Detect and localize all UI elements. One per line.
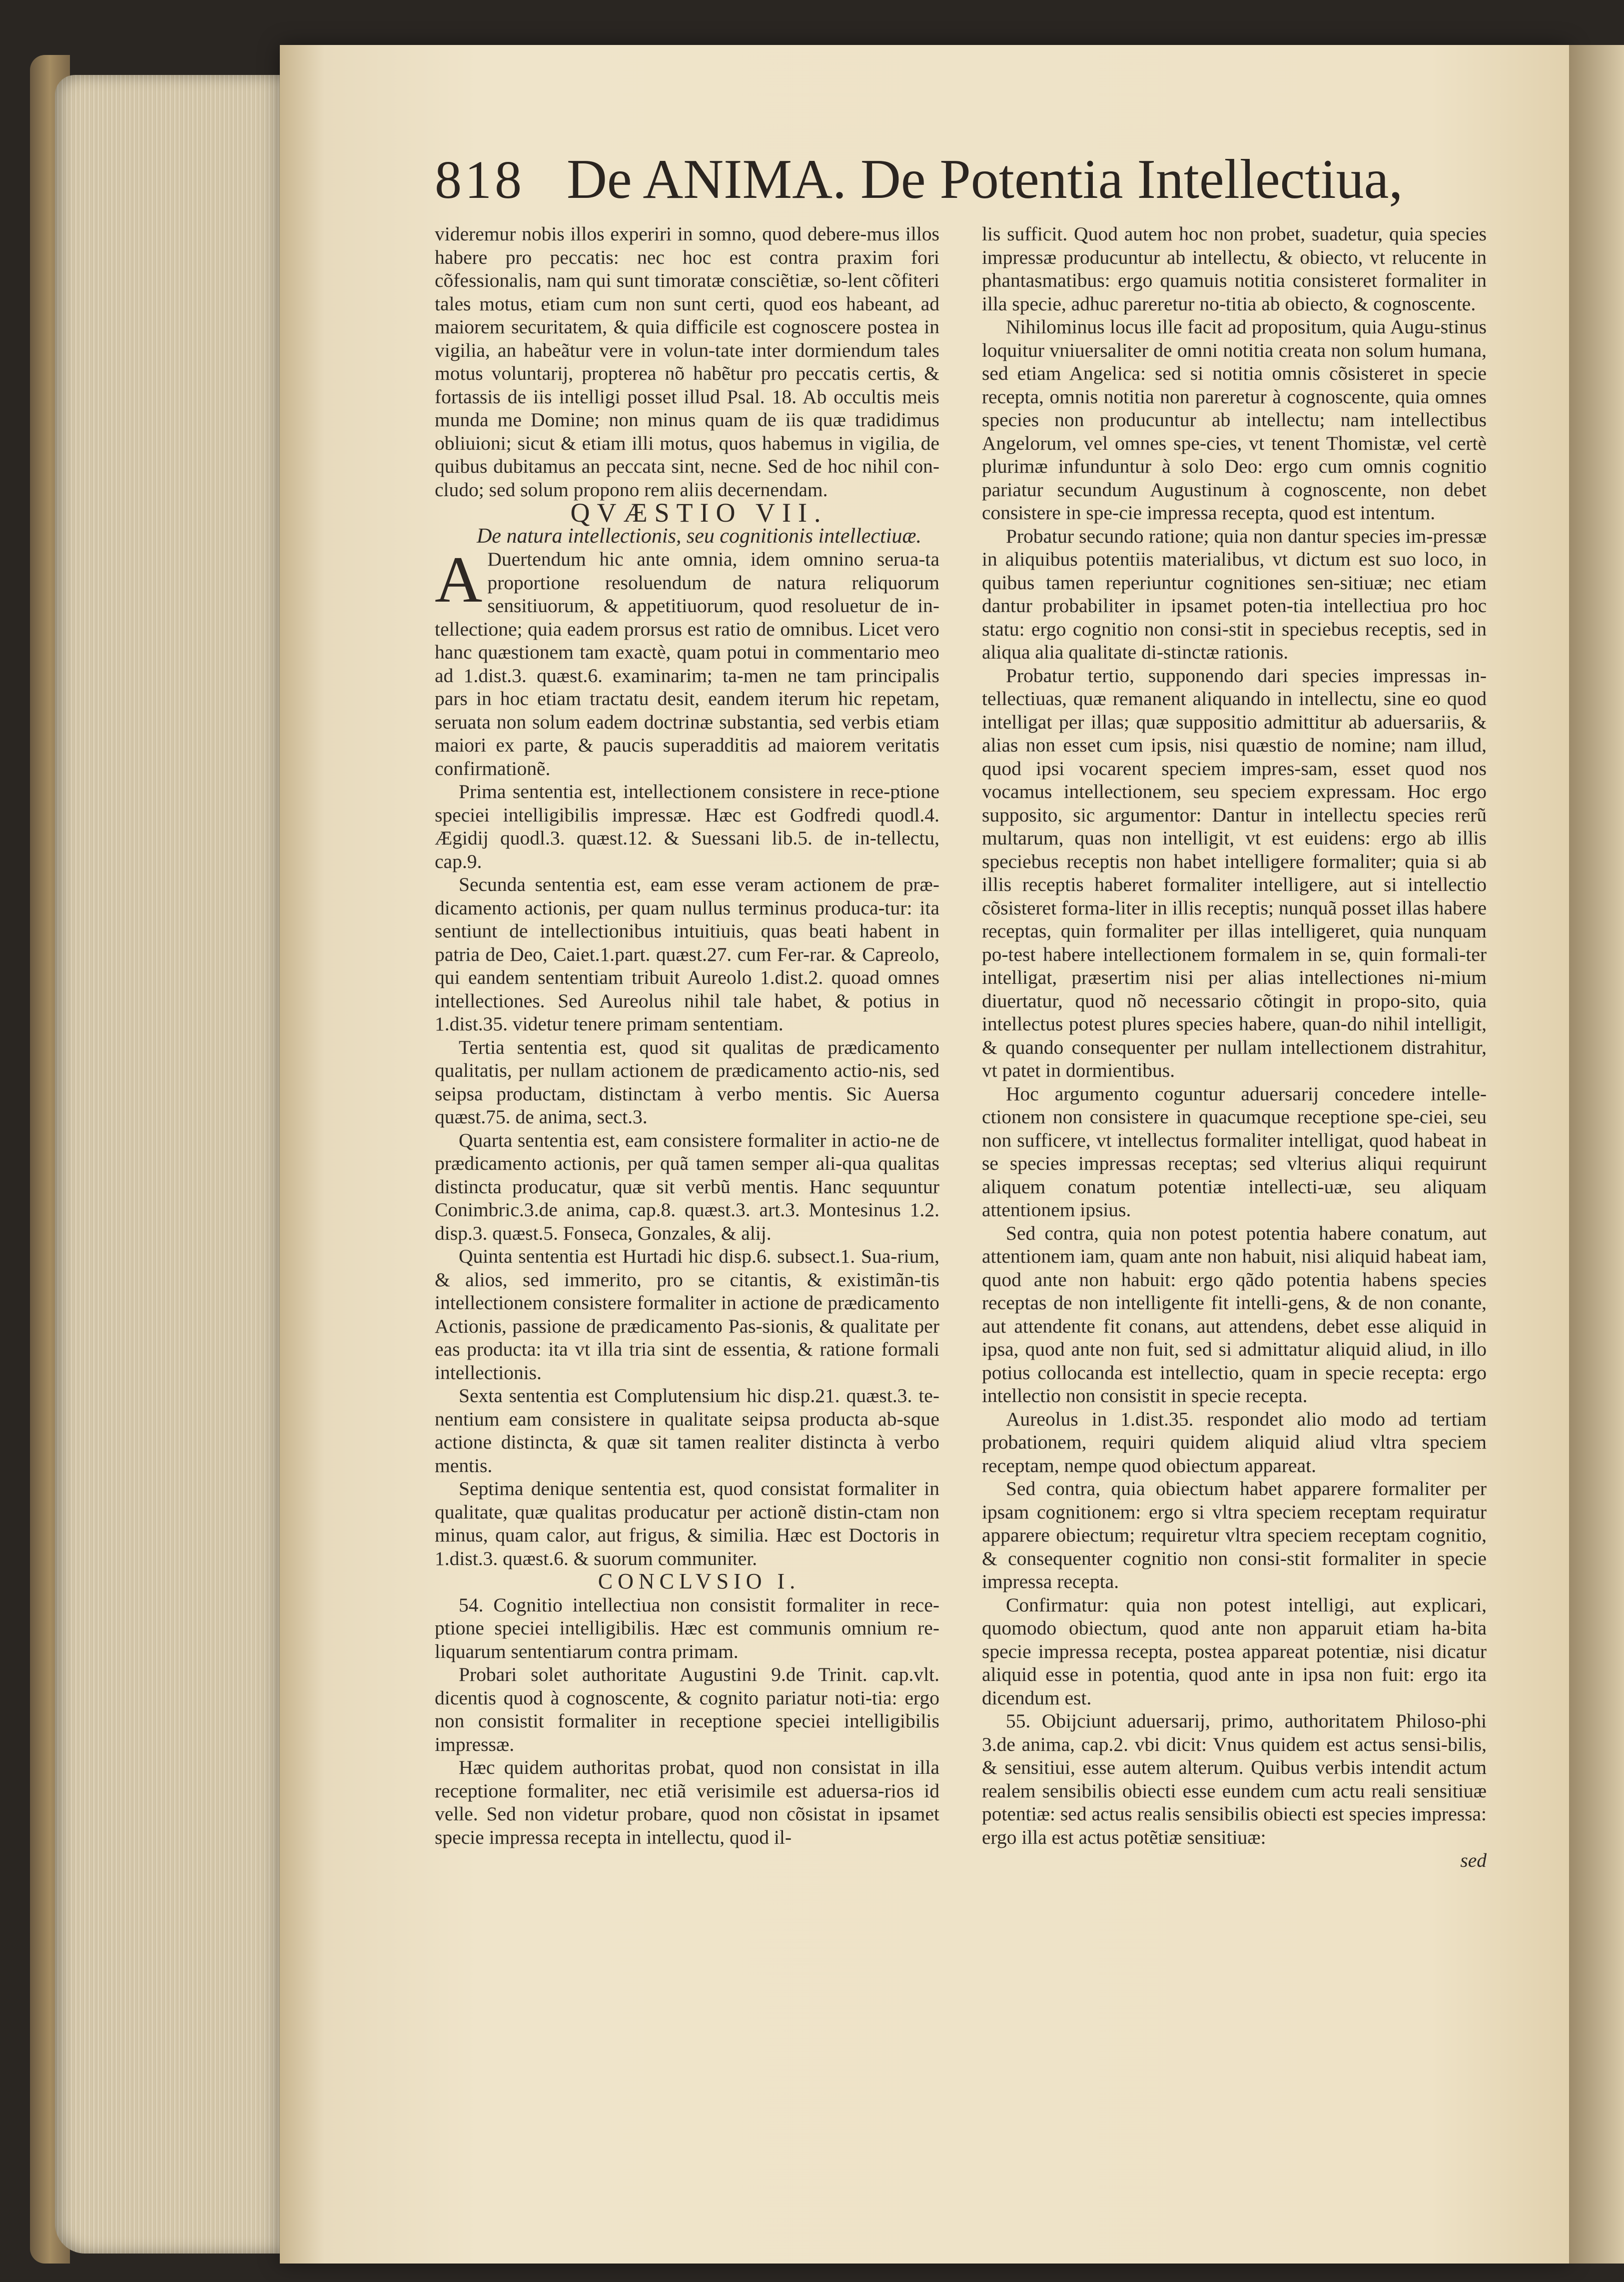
paragraph: Septima denique sententia est, quod consistat formaliter in qualitate, quæ qualitas producatur per actionẽ distin-ctam non minus, quam calor, aut frigus, & similia. Hæc est Doctoris in 1.dist.3. quæst.6. & suorum communiter. (435, 1478, 939, 1569)
paragraph: Aureolus in 1.dist.35. respondet alio modo ad tertiam probationem, requiri quidem aliquid aliud vltra speciem receptam, nempe quod obiectum appareat. (982, 1408, 1487, 1477)
running-title: De ANIMA. De Potentia Intellectiua, (567, 148, 1403, 210)
paragraph: Quarta sententia est, eam consistere formaliter in actio-ne de prædicamento actionis, per quã tamen semper ali-qua qualitas distincta producatur, quæ sit verbũ mentis. Hanc sequuntur Conimbric.3.de anima, cap.8. quæst.3. art.3. Montesinus 1.2. disp.3. quæst.5. Fonseca, Gonzales, & alij. (435, 1129, 939, 1244)
conclusio-heading: CONCLVSIO I. (598, 1569, 801, 1593)
paragraph: Confirmatur: quia non potest intelligi, aut explicari, quomodo obiectum, quod ante non apparuit etiam ha-bita specie impressa recepta, postea appareat potentiæ, nisi dicatur aliquid esse in potentia, quod ante in ipsa non fuit: ergo ita dicendum est. (982, 1593, 1487, 1709)
paragraph: Nihilominus locus ille facit ad propositum, quia Augu-stinus loquitur vniuersaliter de omni notitia creata non solum humana, sed etiam Angelica: sed si notitia omnis cõsisteret in specie recepta, omnis notitia non pareretur à cognoscente, quia omnes species non producuntur ab intellectu; nam intellectibus Angelorum, vel omnes spe-cies, vt tenent Thomistæ, vel certè plurimæ infunduntur à solo Deo: ergo cum omnis cognitio pariatur secundum Augustinum à cognoscente, non debet consistere in spe-cie impressa recepta, quod est intentum. (982, 316, 1487, 524)
paragraph: Sed contra, quia non potest potentia habere conatum, aut attentionem iam, quam ante non habuit, nisi aliquid habeat iam, quod ante non habuit: ergo qãdo potentia habens species receptas de non intelligente fit intelli-gens, & de non conante, aut attendente fit conans, aut attendens, debet esse aliquid in ipsa, quod ante non fuit, sed si admittatur aliquid aliud, in illo potius collocanda est intellectio, quam in specie recepta: ergo intellectio non consistit in specie recepta. (982, 1222, 1487, 1407)
right-column (982, 222, 1487, 1872)
paragraph: Secunda sententia est, eam esse veram actionem de præ-dicamento actionis, per quam nullus terminus producа-tur: ita sentiunt de intellectionibus intuitiuis, quas beati habent in patria de Deo, Caiet.1.part. quæst.27. cum Fer-rar. & Capreolo, qui eandem sententiam tribuit Aureolo 1.dist.2. quoad omnes intellectiones. Sed Aureolus nihil tale habet, & potius in 1.dist.35. videtur tenere primam sententiam. (435, 873, 939, 1035)
page-number: 818 (435, 150, 525, 210)
paragraph: Probatur tertio, supponendo dari species impressas in-tellectiuas, quæ remanent aliquando in intellectu, sine eo quod intelligat per illas; quæ suppositio admittitur ab aduersariis, & alias non esset cum ipsis, nisi quæstio de nomine; nam illud, quod ipsi vocarent speciem impres-sam, esset quod nos vocamus intellectionem, seu speciem expressam. Hoc ergo supposito, sic argumentor: Dantur in intellectu species rerũ multarum, quas non intelligit, vt est euidens: ergo ab illis speciebus receptis non habet intelligere formaliter; quia si ab illis receptis haberet formaliter intelligere, aut si intellectio cõsisteret forma-liter in illis receptis; nunquã posset illas habere receptas, quin formaliter per illas intelligeret, quia nunquam po-test habere intellectionem formalem in se, quin formali-ter intelligat, præsertim nisi per alias intellectiones ni-mium diuertatur, quod nõ necessario cõtingit in propo-sito, quia intellectus potest plures species habere, quan-do nihil intelligit, & quando consequenter per nullam intellectionem distrahitur, vt patet in dormientibus. (982, 664, 1487, 1081)
paragraph: Sexta sententia est Complutensium hic disp.21. quæst.3. te-nentium eam consistere in qualitate seipsa producta ab-sque actione distincta, & quæ sit tamen realiter distincta à verbo mentis. (435, 1385, 939, 1477)
paragraph: Quinta sententia est Hurtadi hic disp.6. subsect.1. Sua-rium, & alios, sed immerito, pro se citantis, & existimãn-tis intellectionem consistere formaliter in actione de prædicamento Actionis, passione de prædicamento Pas-sionis, & qualitate per eas producta: ita vt illa tria sint de essentia, & ratione formali intellectionis. (435, 1245, 939, 1384)
paragraph: lis sufficit. Quod autem hoc non probet, suadetur, quia species impressæ producuntur ab intellectu, & obiecto, vt relucente in phantasmatibus: ergo quamuis notitia consisteret formaliter in illa specie, adhuc pareretur no-titia ab obiecto, & cognoscente. (982, 223, 1487, 315)
paragraph: Tertia sententia est, quod sit qualitas de prædicamento qualitatis, per nullam actionem de prædicamento actio-nis, sed seipsa productam, distinctam à verbo mentis. Sic Auersa quæst.75. de anima, sect.3. (435, 1036, 939, 1128)
paragraph: Probatur secundo ratione; quia non dantur species im-pressæ in aliquibus potentiis materialibus, vt dictum est suo loco, in quibus tamen reperiuntur cognitiones sen-sitiuæ; nec etiam dantur probabiliter in ipsamet poten-tia intellectiua pro hoc statu: ergo cognitio non consi-stit in speciebus receptis, sed in aliqua alia qualitate di-stinctæ rationis. (982, 525, 1487, 663)
opening-paragraph (435, 543, 939, 780)
paragraph: videremur nobis illos experiri in somno, quod debere-mus illos habere pro peccatis: nec hoc est contra praxim fori cõfessionalis, nam qui sunt timoratæ consciẽtiæ, so-lent cõfiteri tales motus, etiam cum non sunt certi, quod eos habeant, ad maiorem securitatem, & quia difficile est cognoscere postea in vigilia, an habeãtur vere in volun-tate inter dormiendum tales motus voluntarij, propterea nõ habẽtur pro peccatis certis, & fortassis de iis intelligi posset illud Psal. 18. Ab occultis meis munda me Domine; non minus quam de iis quæ tradidimus obliuioni; sicut & etiam illi motus, quos habemus in vigilia, de quibus dubitamus an peccata sint, necne. Sed de hoc nihil con-cludo; sed solum propono rem aliis decernendam. (435, 223, 939, 501)
opening-text: Duertendum hic ante omnia, idem omnino serua-ta proportione resoluendum de natura reliquorum sensitiuorum, & appetitiuorum, quod resoluetur de in-tellectione; quia eadem prorsus est ratio de omnibus. Licet vero hanc quæstionem tam exactè, quam potui in commentario meo ad 1.dist.3. quæst.6. examinarim; ta-men ne tam principalis pars in hoc etiam tractatu desit, eandem iterum hic repetam, seruata non solum eadem doctrinæ substantia, sed verbis etiam maiori ex parte, & paucis superadditis ad maiorem veritatis confirmationẽ. (435, 548, 939, 779)
paragraph: Probari solet authoritate Augustini 9.de Trinit. cap.vlt. dicentis quod à cognoscente, & cognito pariatur noti-tia: ergo non consistit formaliter in receptione speciei intelligibilis impressæ. (435, 1663, 939, 1755)
left-column (435, 222, 939, 1849)
paragraph: Prima sententia est, intellectionem consistere in rece-ptione speciei intelligibilis impressæ. Hæc est Godfredi quodl.4. Ægidij quodl.3. quæst.12. & Suessani lib.5. de in-tellectu, cap.9. (435, 780, 939, 872)
page-stack-edge (55, 75, 285, 2254)
question-subtitle: De natura intellectionis, seu cognitionis intellectiuæ. (476, 524, 922, 548)
catchword: sed (1460, 1849, 1487, 1871)
drop-capital: A (435, 543, 483, 616)
paragraph: Sed contra, quia obiectum habet apparere formaliter per ipsam cognitionem: ergo si vltra speciem receptam requiratur apparere obiectum; requiretur vltra speciem receptam cognitio, & consequenter cognitio non consi-stit formaliter in specie impressa recepta. (982, 1478, 1487, 1592)
facing-page-edge (1569, 45, 1624, 2264)
paragraph: Hæc quidem authoritas probat, quod non consistat in illa receptione formaliter, nec etiã verisimile est aduersa-rios id velle. Sed non videtur probare, quod non cõsistat in ipsamet specie impressa recepta in intellectu, quod il- (435, 1756, 939, 1848)
page-header (435, 147, 1484, 222)
paragraph: 54. Cognitio intellectiua non consistit formaliter in rece-ptione speciei intelligibilis. Hæc est communis omnium re-liquarum sententiarum contra primam. (435, 1593, 939, 1662)
paragraph: Hoc argumento coguntur aduersarij concedere intelle-ctionem non consistere in quacumque receptione spe-ciei, seu non sufficere, vt intellectus formaliter intelligat, quod habeat in se species impressas receptas; sed vlterius aliqui requirunt aliquem conatum potentiæ intellecti-uæ, seu aliquam attentionem ipsius. (982, 1082, 1487, 1221)
question-heading: QVÆSTIO VII. (570, 498, 828, 528)
paragraph: 55. Obijciunt aduersarij, primo, authoritatem Philoso-phi 3.de anima, cap.2. vbi dicit: Vnus quidem est actus sensi-bilis, & sensitiui, esse autem alterum. Quibus verbis intendit actum realem sensibilis obiecti esse eundem cum actu reali sensitiuæ potentiæ: sed actus realis sensibilis obiecti est species impressa: ergo illa est actus potẽtiæ sensitiuæ: (982, 1710, 1487, 1848)
